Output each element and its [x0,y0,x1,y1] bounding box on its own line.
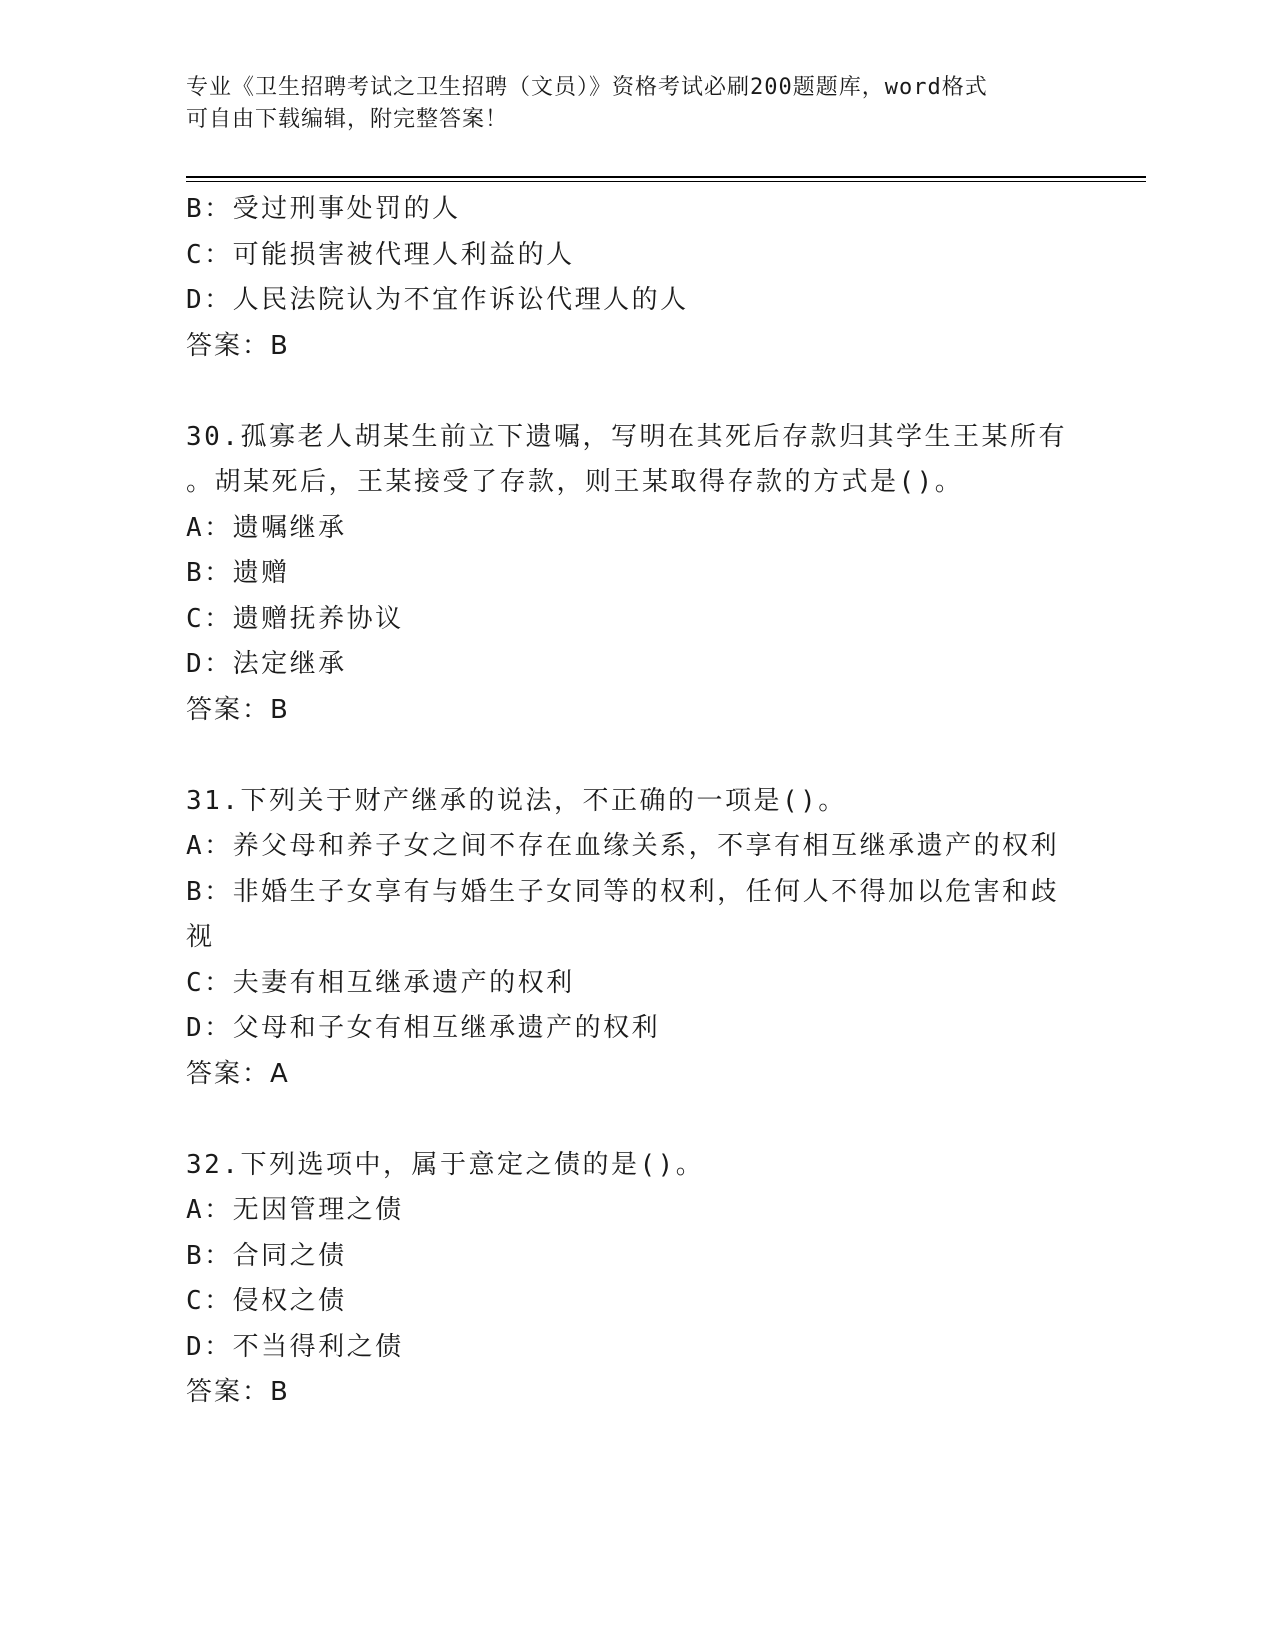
question-stem-line: 32.下列选项中，属于意定之债的是()。 [186,1149,705,1180]
question-list [186,187,1086,1416]
option-d: D：父母和子女有相互继承遗产的权利 [186,1013,661,1043]
header-title-line-2: 可自由下载编辑，附完整答案！ [186,107,509,132]
header-divider-thin [186,181,1146,182]
option-d: D：人民法院认为不宜作诉讼代理人的人 [186,285,689,315]
spacer [186,733,1086,779]
header-divider-thick [186,176,1146,178]
question-30-block [186,415,1086,734]
answer-line: 答案：B [186,694,290,725]
document-header [186,72,1066,136]
previous-question-block [186,187,1086,369]
option-d: D：法定继承 [186,649,347,679]
question-32-block [186,1143,1086,1416]
question-stem-line: 31.下列关于财产继承的说法，不正确的一项是()。 [186,785,847,816]
option-b: B：受过刑事处罚的人 [186,194,461,224]
spacer [186,1097,1086,1143]
option-c: C：夫妻有相互继承遗产的权利 [186,967,575,998]
option-b: B：合同之债 [186,1240,347,1271]
option-b: B：遗赠 [186,558,290,588]
answer-line: 答案：A [186,1058,290,1089]
spacer [186,369,1086,415]
option-c: C：可能损害被代理人利益的人 [186,239,575,270]
option-b-continuation: 视 [186,922,215,952]
header-title-line-1: 专业《卫生招聘考试之卫生招聘（文员）》资格考试必刷200题题库，word格式 [186,75,988,100]
question-31-block [186,779,1086,1098]
option-d: D：不当得利之债 [186,1331,404,1362]
option-c: C：侵权之债 [186,1286,347,1316]
option-b: B：非婚生子女享有与婚生子女同等的权利，任何人不得加以危害和歧 [186,876,1060,907]
question-stem-line: 。胡某死后，王某接受了存款，则王某取得存款的方式是()。 [186,467,964,497]
question-stem-line: 30.孤寡老人胡某生前立下遗嘱，写明在其死后存款归其学生王某所有 [186,421,1067,452]
answer-line: 答案：B [186,1377,290,1407]
option-a: A：养父母和养子女之间不存在血缘关系，不享有相互继承遗产的权利 [186,831,1060,861]
option-c: C：遗赠抚养协议 [186,603,404,634]
option-a: A：无因管理之债 [186,1195,404,1225]
answer-line: 答案：B [186,330,290,361]
option-a: A：遗嘱继承 [186,512,347,543]
